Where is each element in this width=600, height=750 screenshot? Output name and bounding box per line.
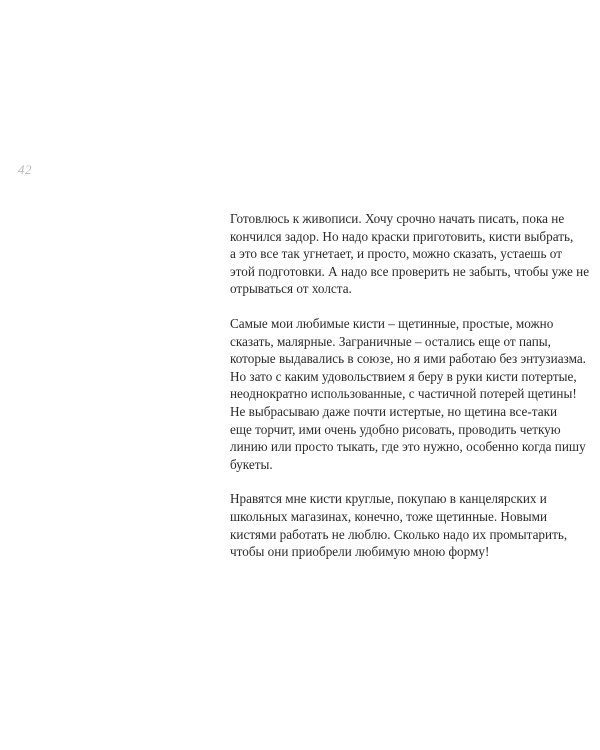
text-line: Готовлюсь к живописи. Хочу срочно начать писать, пока не: [230, 211, 565, 226]
text-line: сказать, малярные. Заграничные – остались еще от папы,: [230, 333, 551, 349]
text-line: еще торчит, ими очень удобно рисовать, проводить четкую: [230, 421, 561, 437]
text-line: Самые мои любимые кисти – щетинные, простые, можно: [230, 315, 554, 331]
text-line: Нравятся мне кисти круглые, покупаю в канцелярских и: [230, 491, 547, 507]
page-number: 42: [18, 162, 32, 177]
text-line: Не выбрасываю даже почти истертые, но щетина все-таки: [230, 403, 558, 419]
text-line: неоднократно использованные, с частичной потерей щетины!: [230, 386, 577, 402]
body-text: [230, 210, 590, 578]
text-line: которые выдавались в союзе, но я ими работаю без энтузиазма.: [230, 351, 586, 367]
text-line: букеты.: [230, 456, 273, 472]
paragraph-1: [230, 210, 590, 298]
text-line: кончился задор. Но надо краски приготовить, кисти выбрать,: [230, 228, 574, 244]
text-line: кистями работать не люблю. Сколько надо их промытарить,: [230, 526, 568, 542]
text-line: школьных магазинах, конечно, тоже щетинные. Новыми: [230, 508, 548, 524]
paragraph-2: [230, 315, 586, 473]
text-line: чтобы они приобрели любимую мною форму!: [230, 544, 490, 560]
text-line: Но зато с каким удовольствием я беру в руки кисти потертые,: [230, 368, 577, 384]
text-line: а это все так угнетает, и просто, можно сказать, устаешь от: [230, 246, 562, 262]
paragraph-3: [230, 490, 575, 560]
text-line: этой подготовки. А надо все проверить не забыть, чтобы уже не: [230, 263, 590, 279]
text-line: линию или просто тыкать, где это нужно, особенно когда пишу: [230, 439, 586, 455]
text-line: отрываться от холста.: [230, 281, 352, 297]
